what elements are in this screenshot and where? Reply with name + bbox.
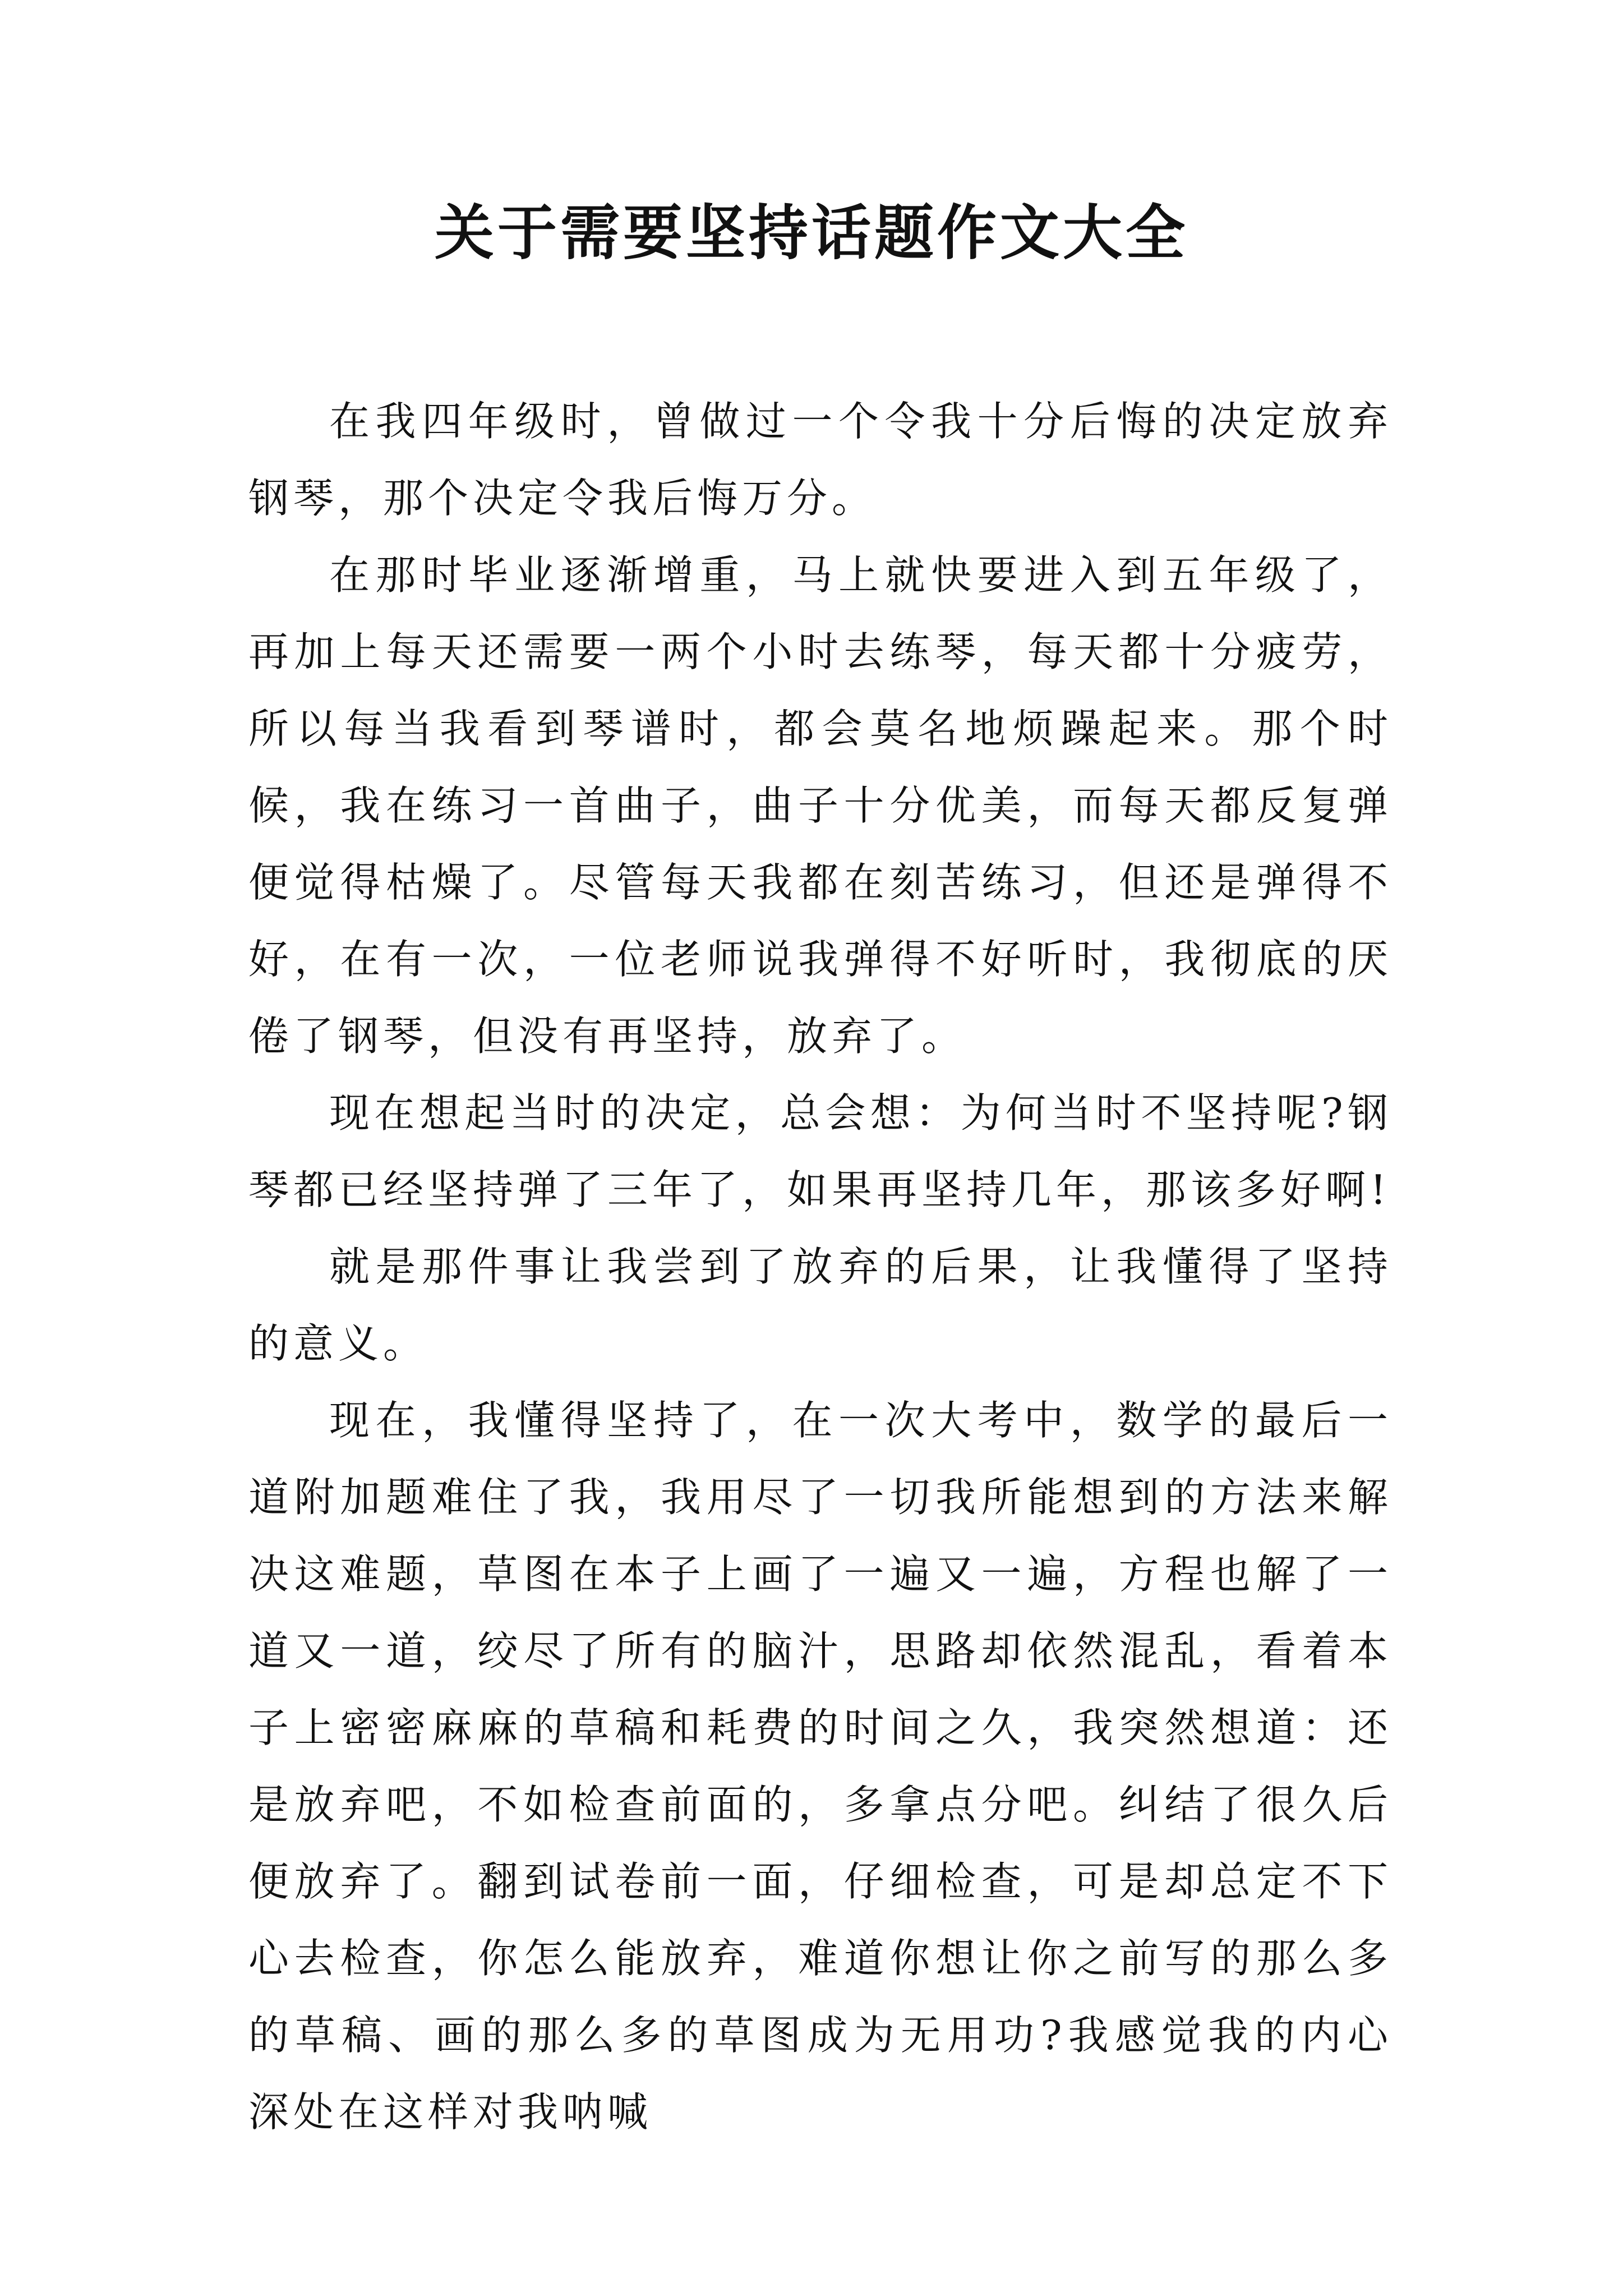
document-body (248, 383, 1393, 2151)
paragraph-2: 在那时毕业逐渐增重，马上就快要进入到五年级了，再加上每天还需要一两个小时去练琴，每天都十分疲劳，所以每当我看到琴谱时，都会莫名地烦躁起来。那个时候，我在练习一首曲子，曲子十分优美，而每天都反复弹便觉得枯燥了。尽管每天我都在刻苦练习，但还是弹得不好，在有一次，一位老师说我弹得不好听时，我彻底的厌倦了钢琴，但没有再坚持，放弃了。 (248, 551, 1393, 1060)
paragraph-3: 现在想起当时的决定，总会想：为何当时不坚持呢?钢琴都已经坚持弹了三年了，如果再坚持几年，那该多好啊! (248, 1089, 1393, 1213)
paragraph-1: 在我四年级时，曾做过一个令我十分后悔的决定放弃钢琴，那个决定令我后悔万分。 (248, 398, 1393, 522)
paragraph-4: 就是那件事让我尝到了放弃的后果，让我懂得了坚持的意义。 (248, 1243, 1393, 1367)
paragraph-5: 现在，我懂得坚持了，在一次大考中，数学的最后一道附加题难住了我，我用尽了一切我所能想到的方法来解决这难题，草图在本子上画了一遍又一遍，方程也解了一道又一道，绞尽了所有的脑汁，思路却依然混乱，看着本子上密密麻麻的草稿和耗费的时间之久，我突然想道：还是放弃吧，不如检查前面的，多拿点分吧。纠结了很久后便放弃了。翻到试卷前一面，仔细检查，可是却总定不下心去检查，你怎么能放弃，难道你想让你之前写的那么多的草稿、画的那么多的草图成为无用功?我感觉我的内心深处在这样对我呐喊 (248, 1397, 1393, 2136)
document-title: 关于需要坚持话题作文大全 (435, 197, 1188, 268)
